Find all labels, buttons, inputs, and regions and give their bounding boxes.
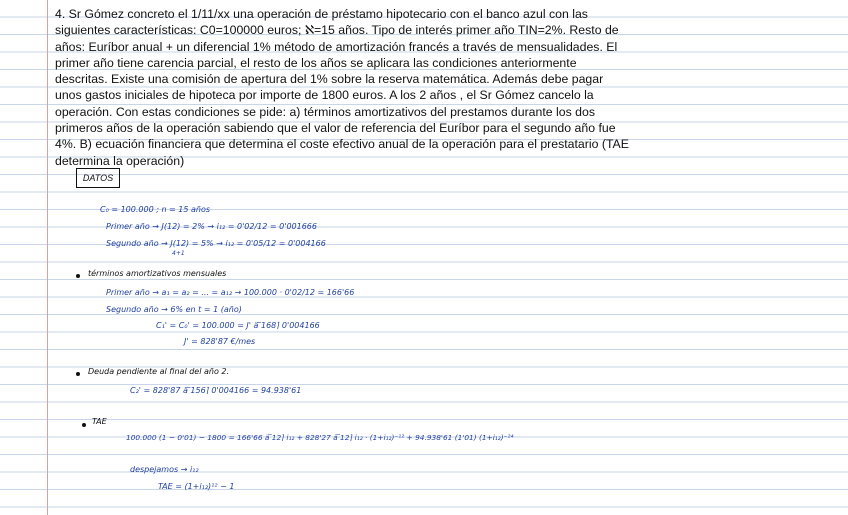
- margin-line: [47, 0, 48, 515]
- bullet-dot: [82, 423, 86, 427]
- note-second-year-rate: Segundo año → J(12) = 5% → i₁₂ = 0'05/12 = 0'004166: [106, 239, 326, 248]
- note-annuity-equation: C₁' = C₀' = 100.000 = J' ä ̅168⌉ 0'004166: [156, 321, 320, 330]
- note-heading-tae: TAE: [92, 417, 107, 426]
- bullet-dot: [76, 372, 80, 376]
- datos-box: DATOS: [76, 168, 120, 188]
- problem-line: primer año tiene carencia parcial, el resto de los años se aplicara las condiciones anteriormente: [55, 55, 577, 70]
- problem-statement: [55, 6, 645, 169]
- problem-line: descritas. Existe una comisión de apertura del 1% sobre la reserva matemática. Además debe pagar: [55, 72, 604, 87]
- problem-line: 4. Sr Gómez concreto el 1/11/xx una operación de préstamo hipotecario con el banco azul con las: [55, 7, 588, 21]
- note-first-year-terms: Primer año → a₁ = a₂ = ... = a₁₂ → 100.000 · 0'02/12 = 166'66: [106, 288, 355, 297]
- problem-line: primeros años de la operación sabiendo que el valor de referencia del Euríbor para el segundo año fue: [55, 121, 616, 136]
- note-heading-terms: términos amortizativos mensuales: [88, 269, 227, 278]
- note-second-year: Segundo año → 6% en t = 1 (año): [106, 305, 242, 314]
- problem-line: siguientes características: C0=100000 euros; ℵ=15 años. Tipo de interés primer año TIN=2%. Resto de: [55, 23, 619, 38]
- problem-line: 4%. B) ecuación financiera que determina el coste efectivo anual de la operación para el prestatario (TAE: [55, 137, 629, 152]
- problem-line: unos gastos iniciales de hipoteca por importe de 1800 euros. A los 2 años , el Sr Gómez cancelo la: [55, 88, 594, 103]
- note-rate-subscript: 4+1: [172, 250, 185, 257]
- note-solve: despejamos → i₁₂: [130, 465, 199, 474]
- note-heading-debt: Deuda pendiente al final del año 2.: [88, 367, 230, 376]
- problem-line: años: Euríbor anual + un diferencial 1% método de amortización francés a través de mensualidades. El: [55, 39, 618, 54]
- problem-line: operación. Con estas condiciones se pide: a) términos amortizativos del prestamos durante los dos: [55, 104, 595, 119]
- note-tae-formula: TAE = (1+i₁₂)¹² − 1: [158, 482, 235, 491]
- note-first-year-rate: Primer año → J(12) = 2% → i₁₂ = 0'02/12 = 0'001666: [106, 222, 317, 231]
- note-monthly-payment: J' = 828'87 €/mes: [184, 337, 256, 346]
- note-outstanding-debt: C₂' = 828'87 ä ̅156⌉ 0'004166 = 94.938'61: [130, 386, 302, 395]
- note-tae-equation: 100.000 (1 − 0'01) − 1800 = 166'66 ä ̅12⌉ i₁₂ + 828'27 ä ̅12⌉ i₁₂ · (1+i₁₂)⁻¹² + 94.938'61 (1'01) (1+i₁₂)⁻²⁴: [126, 433, 514, 442]
- bullet-dot: [76, 274, 80, 278]
- note-capital: C₀ = 100.000 ; n = 15 años: [100, 205, 211, 214]
- problem-line: determina la operación): [55, 153, 185, 168]
